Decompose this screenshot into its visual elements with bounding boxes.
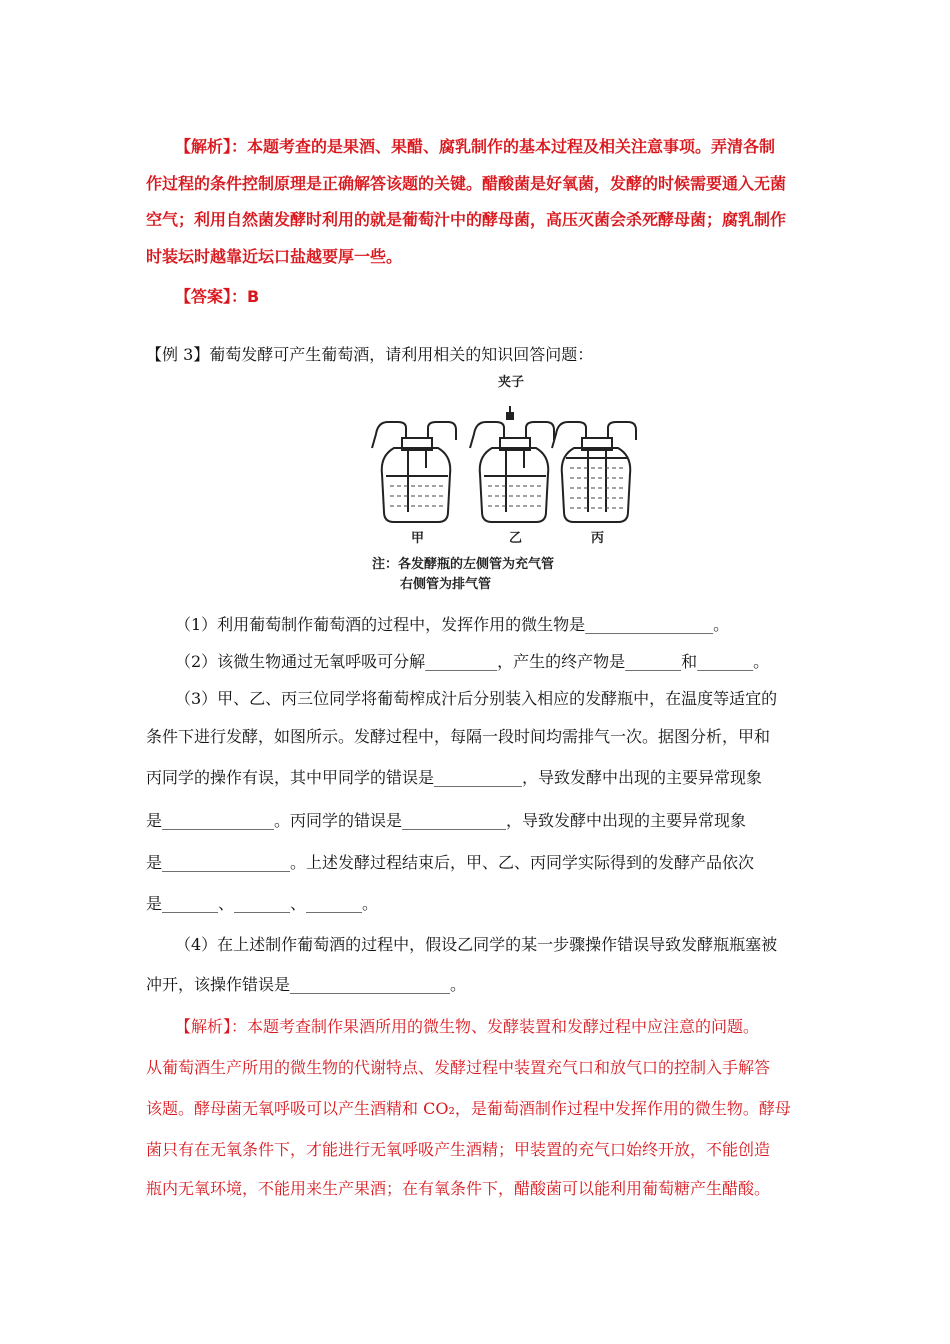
question-3-line-5: 是________________。上述发酵过程结束后，甲、乙、丙同学实际得到的发酵产品依次 bbox=[146, 853, 755, 872]
note-line-1: 注：各发酵瓶的左侧管为充气管 bbox=[372, 557, 555, 572]
example-title: 【例 3】葡萄发酵可产生葡萄酒，请利用相关的知识回答问题： bbox=[146, 345, 594, 364]
bottle-yi bbox=[470, 406, 554, 522]
bottle-bing bbox=[552, 422, 636, 522]
question-3-line-4: 是______________。丙同学的错误是_____________，导致发酵中出现的主要异常现象 bbox=[146, 811, 747, 830]
question-4-line-1: （4）在上述制作葡萄酒的过程中，假设乙同学的某一步骤操作错误导致发酵瓶瓶塞被 bbox=[175, 935, 778, 954]
answer-label: 【答案】：B bbox=[175, 287, 260, 306]
question-2: （2）该微生物通过无氧呼吸可分解_________，产生的终产物是_______和_______。 bbox=[175, 652, 770, 671]
bottle-jia bbox=[372, 422, 456, 522]
analysis-2-line-3: 该题。酵母菌无氧呼吸可以产生酒精和 CO₂，是葡萄酒制作过程中发挥作用的微生物。酵母 bbox=[146, 1099, 791, 1118]
analysis-1-line-4: 时装坛时越靠近坛口盐越要厚一些。 bbox=[146, 247, 403, 266]
label-bing: 丙 bbox=[591, 531, 605, 546]
analysis-2-line-2: 从葡萄酒生产所用的微生物的代谢特点、发酵过程中装置充气口和放气口的控制入手解答 bbox=[146, 1058, 771, 1077]
label-yi: 乙 bbox=[509, 531, 523, 546]
analysis-1-line-3: 空气；利用自然菌发酵时利用的就是葡萄汁中的酵母菌，高压灭菌会杀死酵母菌；腐乳制作 bbox=[146, 210, 787, 229]
fermentation-bottles-figure bbox=[360, 372, 640, 598]
label-jia: 甲 bbox=[411, 531, 425, 546]
analysis-1-line-2: 作过程的条件控制原理是正确解答该题的关键。醋酸菌是好氧菌，发酵的时候需要通入无菌 bbox=[146, 174, 787, 193]
analysis-2-line-5: 瓶内无氧环境，不能用来生产果酒；在有氧条件下，醋酸菌可以能利用葡萄糖产生醋酸。 bbox=[146, 1179, 771, 1198]
question-3-line-6: 是_______、_______、_______。 bbox=[146, 894, 379, 913]
analysis-1-line-1: 【解析】：本题考查的是果酒、果醋、腐乳制作的基本过程及相关注意事项。弄清各制 bbox=[175, 137, 776, 156]
question-3-line-2: 条件下进行发酵，如图所示。发酵过程中，每隔一段时间均需排气一次。据图分析，甲和 bbox=[146, 727, 771, 746]
analysis-2-line-4: 菌只有在无氧条件下，才能进行无氧呼吸产生酒精；甲装置的充气口始终开放，不能创造 bbox=[146, 1140, 771, 1159]
fermentation-diagram bbox=[360, 372, 640, 598]
question-3-line-1: （3）甲、乙、丙三位同学将葡萄榨成汁后分别装入相应的发酵瓶中，在温度等适宜的 bbox=[175, 689, 778, 708]
analysis-2-line-1: 【解析】：本题考查制作果酒所用的微生物、发酵装置和发酵过程中应注意的问题。 bbox=[175, 1017, 760, 1036]
question-3-line-3: 丙同学的操作有误，其中甲同学的错误是___________，导致发酵中出现的主要异常现象 bbox=[146, 768, 763, 787]
question-1: （1）利用葡萄制作葡萄酒的过程中，发挥作用的微生物是________________。 bbox=[175, 615, 730, 634]
clamp-marker bbox=[506, 412, 514, 420]
clamp-label: 夹子 bbox=[498, 375, 525, 390]
note-line-2: 右侧管为排气管 bbox=[400, 577, 492, 592]
question-4-line-2: 冲开，该操作错误是____________________。 bbox=[146, 975, 467, 994]
